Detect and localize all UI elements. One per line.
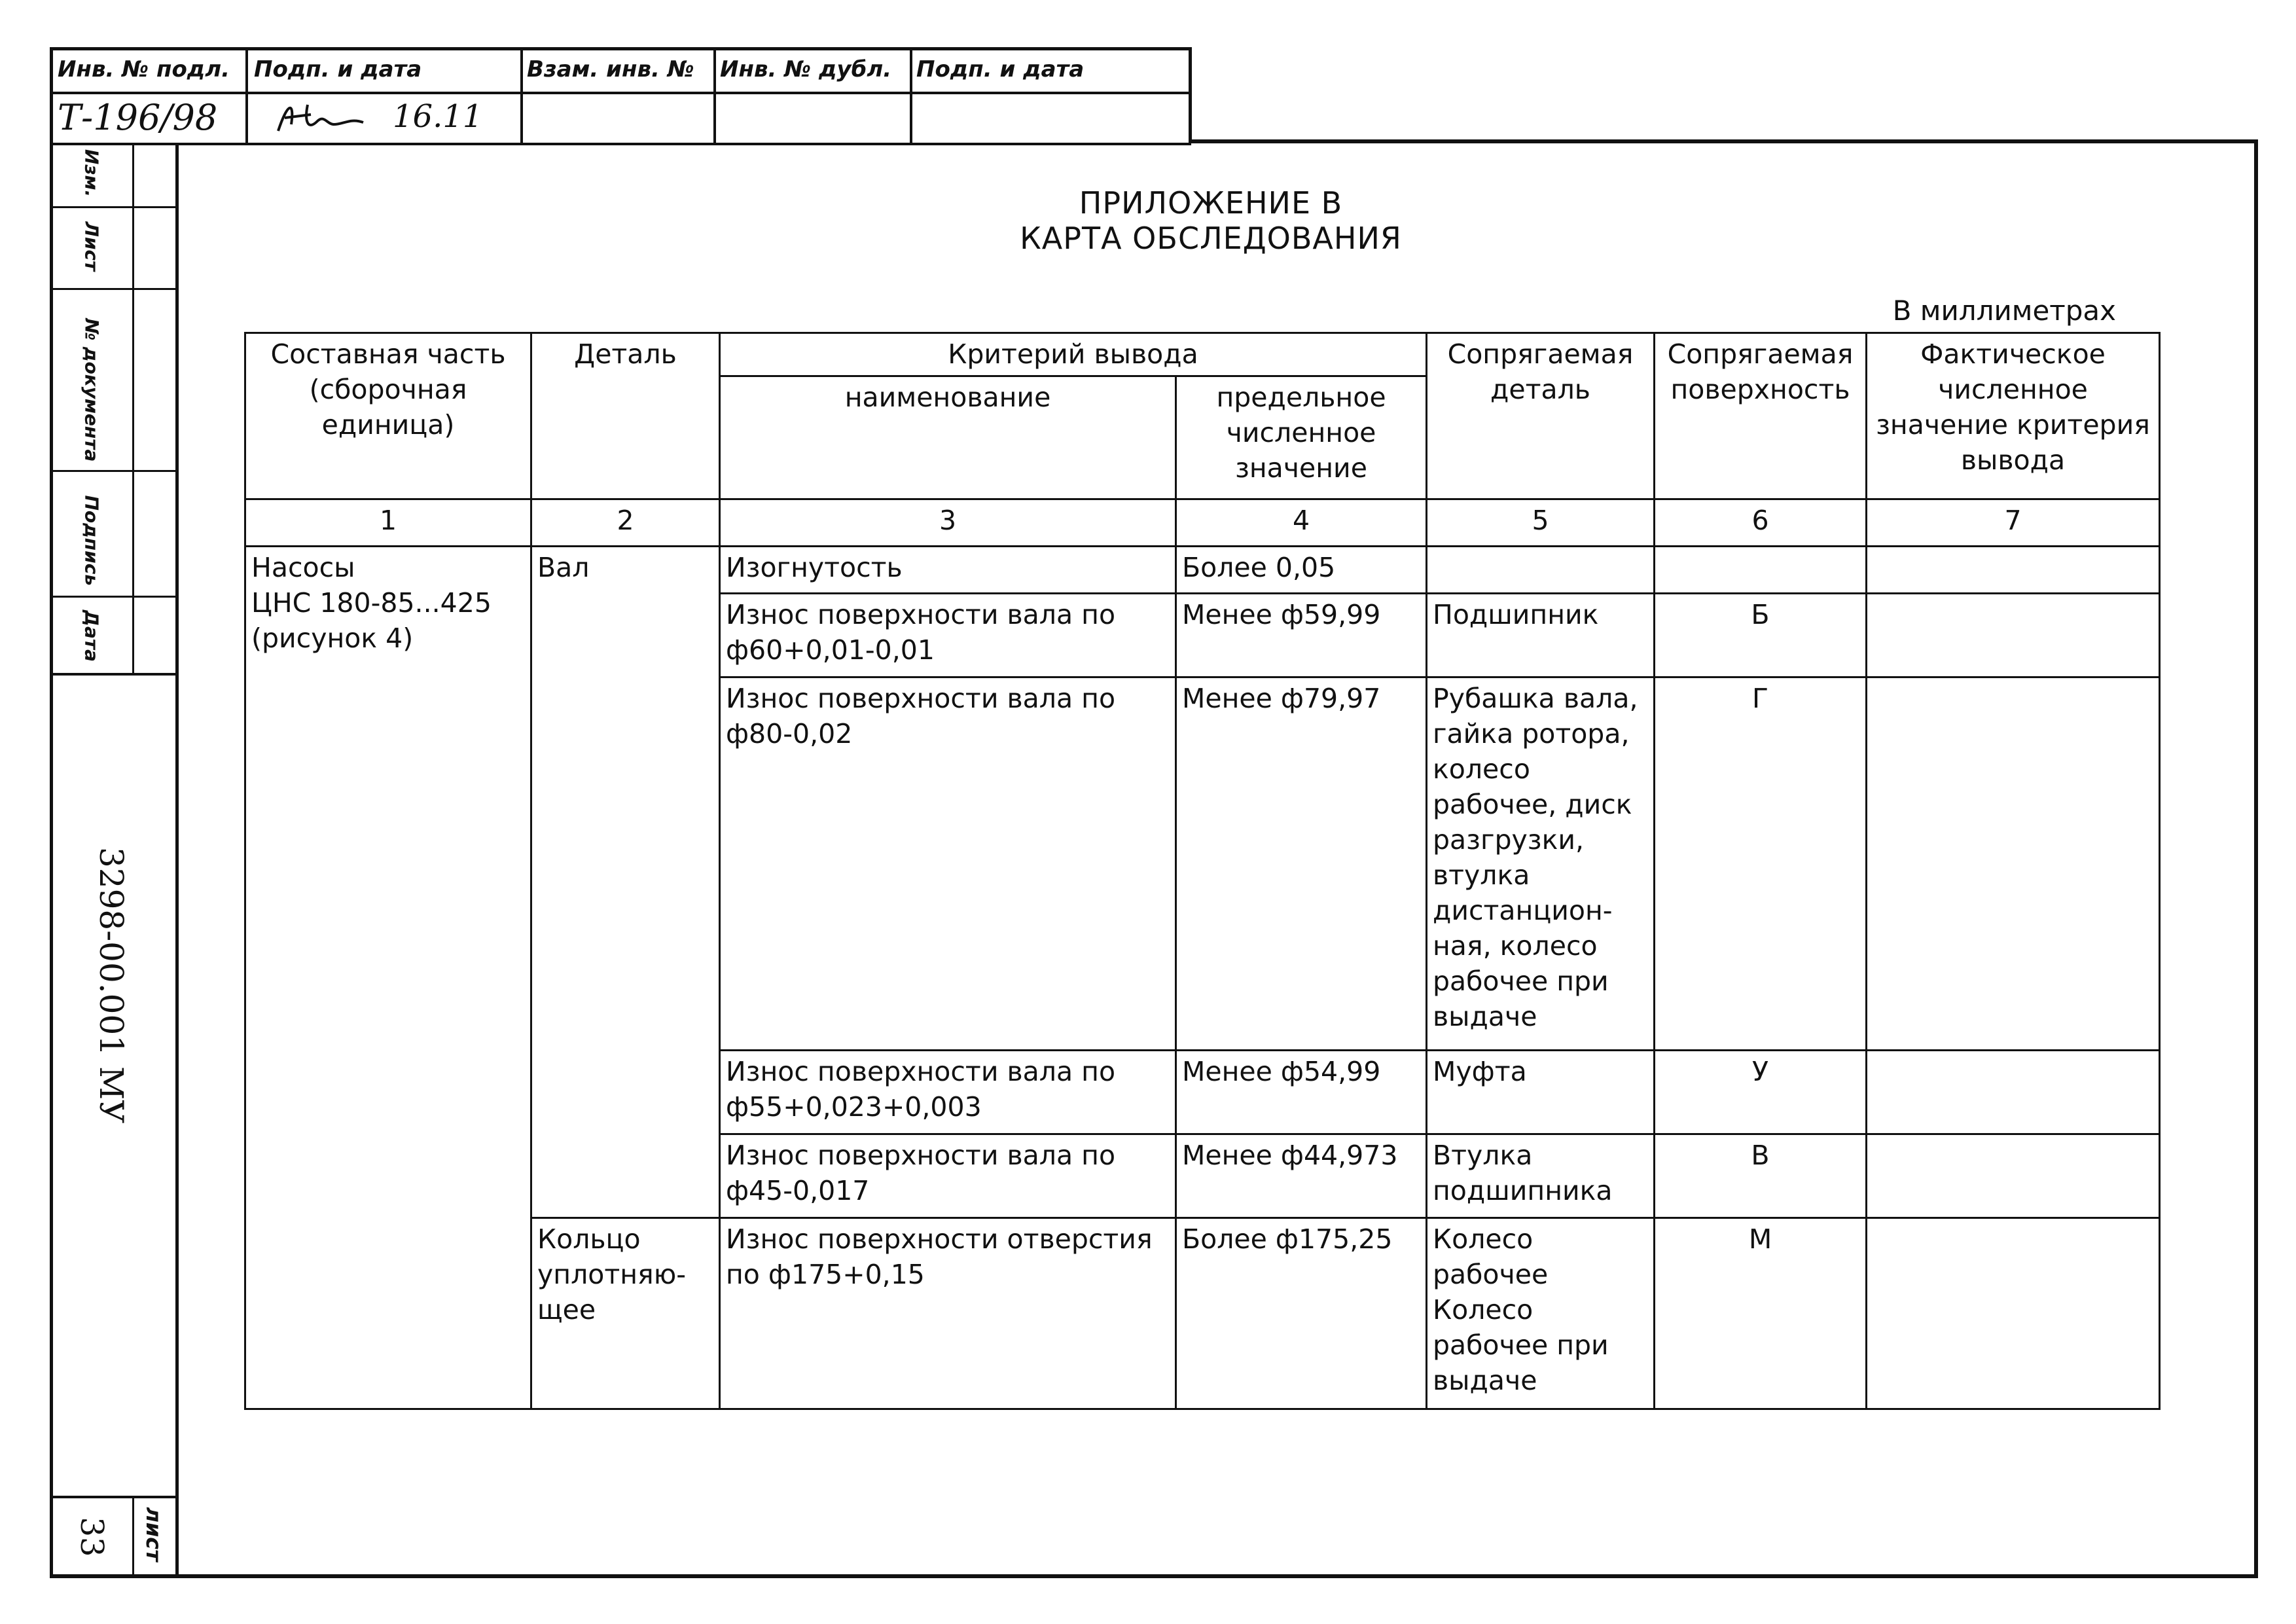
criterion-limit-cell: Менее ф44,973 <box>1176 1134 1427 1218</box>
table-row <box>245 547 2160 594</box>
stamp-bottom-border <box>51 143 1191 145</box>
signature-mark <box>272 95 389 141</box>
column-number: 1 <box>245 499 531 547</box>
side-label-date: Дата <box>81 610 103 662</box>
units-note: В миллиметрах <box>1892 295 2116 327</box>
criterion-name-cell: Износ поверхности отверстия по ф175+0,15 <box>720 1218 1176 1409</box>
criterion-limit-cell: Более ф175,25 <box>1176 1218 1427 1409</box>
part-shaft-cell: Вал <box>531 547 720 1218</box>
actual-value-cell <box>1867 677 2160 1051</box>
mating-part-cell: Рубашка вала, гайка ротора, колесо рабочее, диск разгрузки, втулка дистанцион-ная, колесо рабочее при выдаче <box>1427 677 1655 1051</box>
criterion-limit-cell: Менее ф54,99 <box>1176 1051 1427 1134</box>
side-row-divider <box>51 206 177 208</box>
column-number: 4 <box>1176 499 1427 547</box>
actual-value-cell <box>1867 1051 2160 1134</box>
inspection-table <box>244 332 2161 1410</box>
header-assembly: Составная часть (сборочная единица) <box>245 333 531 499</box>
mating-surface-cell: Г <box>1655 677 1867 1051</box>
sheet-box-divider <box>132 1496 134 1576</box>
frame-top <box>1189 139 2257 143</box>
frame-right <box>2254 139 2258 1578</box>
column-number: 2 <box>531 499 720 547</box>
mating-part-cell: Подшипник <box>1427 594 1655 677</box>
header-criterion: Критерий вывода <box>720 333 1427 376</box>
side-row-divider <box>51 596 177 598</box>
document-title: КАРТА ОБСЛЕДОВАНИЯ <box>1020 221 1402 256</box>
mating-surface-cell: В <box>1655 1134 1867 1218</box>
stamp-top-border <box>51 47 1191 50</box>
side-label-sheet: Лист <box>81 221 103 272</box>
stamp-header-sign-date: Подп. и дата <box>254 56 422 82</box>
stamp-header-inv-orig: Инв. № подл. <box>58 56 230 82</box>
sheet-box-top <box>51 1496 177 1498</box>
header-mating-part: Сопрягаемая деталь <box>1427 333 1655 499</box>
mating-surface-cell: У <box>1655 1051 1867 1134</box>
stamp-divider <box>520 47 523 143</box>
frame-bottom <box>50 1574 2258 1578</box>
stamp-header-sign-date-2: Подп. и дата <box>916 56 1085 82</box>
side-label-doc-number: № документа <box>81 318 103 462</box>
frame-left <box>50 47 53 1578</box>
header-criterion-name: наименование <box>720 376 1176 499</box>
actual-value-cell <box>1867 547 2160 594</box>
assembly-line: Насосы <box>251 552 355 583</box>
criterion-name-cell: Износ поверхности вала по ф45-0,017 <box>720 1134 1176 1218</box>
mating-part-cell: Муфта <box>1427 1051 1655 1134</box>
side-label-signature: Подпись <box>81 495 103 586</box>
mating-surface-cell <box>1655 547 1867 594</box>
mating-part-cell: Втулка подшипника <box>1427 1134 1655 1218</box>
stamp-header-replace-inv: Взам. инв. № <box>527 56 694 82</box>
header-criterion-limit: предельное численное значение <box>1176 376 1427 499</box>
header-actual-value: Фактическое численное значение критерия вывода <box>1867 333 2160 499</box>
mating-part-cell <box>1427 547 1655 594</box>
mating-surface-cell: М <box>1655 1218 1867 1409</box>
criterion-name-cell: Изогнутость <box>720 547 1176 594</box>
stamp-mid-border <box>51 92 1191 94</box>
actual-value-cell <box>1867 594 2160 677</box>
side-col-divider <box>132 143 134 674</box>
stamp-divider <box>713 47 716 143</box>
column-number: 3 <box>720 499 1176 547</box>
side-row-divider <box>51 470 177 472</box>
table-row <box>245 1218 2160 1409</box>
assembly-line: ЦНС 180-85...425 <box>251 587 492 619</box>
criterion-limit-cell: Менее ф59,99 <box>1176 594 1427 677</box>
column-number: 7 <box>1867 499 2160 547</box>
assembly-line: (рисунок 4) <box>251 623 414 654</box>
stamp-divider <box>910 47 912 143</box>
appendix-title: ПРИЛОЖЕНИЕ В <box>1079 185 1343 221</box>
actual-value-cell <box>1867 1134 2160 1218</box>
side-row-divider <box>51 288 177 290</box>
actual-value-cell <box>1867 1218 2160 1409</box>
inv-number-value: Т-196/98 <box>58 97 218 138</box>
part-ring-cell: Кольцо уплотняю-щее <box>531 1218 720 1409</box>
criterion-limit-cell: Более 0,05 <box>1176 547 1427 594</box>
criterion-name-cell: Износ поверхности вала по ф55+0,023+0,003 <box>720 1051 1176 1134</box>
criterion-limit-cell: Менее ф79,97 <box>1176 677 1427 1051</box>
stamp-header-dup-inv: Инв. № дубл. <box>720 56 892 82</box>
sheet-number: 33 <box>73 1517 110 1557</box>
header-part: Деталь <box>531 333 720 499</box>
column-number: 5 <box>1427 499 1655 547</box>
stamp-divider <box>245 47 248 143</box>
criterion-name-cell: Износ поверхности вала по ф60+0,01-0,01 <box>720 594 1176 677</box>
sheet-label: лист <box>141 1507 166 1562</box>
document-code: 3298-00.001 МУ <box>92 847 130 1124</box>
assembly-cell <box>245 547 531 1409</box>
column-number: 6 <box>1655 499 1867 547</box>
side-row-divider <box>51 673 177 676</box>
mating-surface-cell: Б <box>1655 594 1867 677</box>
side-label-change: Изм. <box>81 149 103 198</box>
frame-inner-left <box>175 143 179 1578</box>
header-mating-surface: Сопрягаемая поверхность <box>1655 333 1867 499</box>
stamp-divider <box>1189 47 1192 143</box>
criterion-name-cell: Износ поверхности вала по ф80-0,02 <box>720 677 1176 1051</box>
mating-part-cell: Колесо рабочее Колесо рабочее при выдаче <box>1427 1218 1655 1409</box>
signature-date-value: 16.11 <box>393 98 483 135</box>
